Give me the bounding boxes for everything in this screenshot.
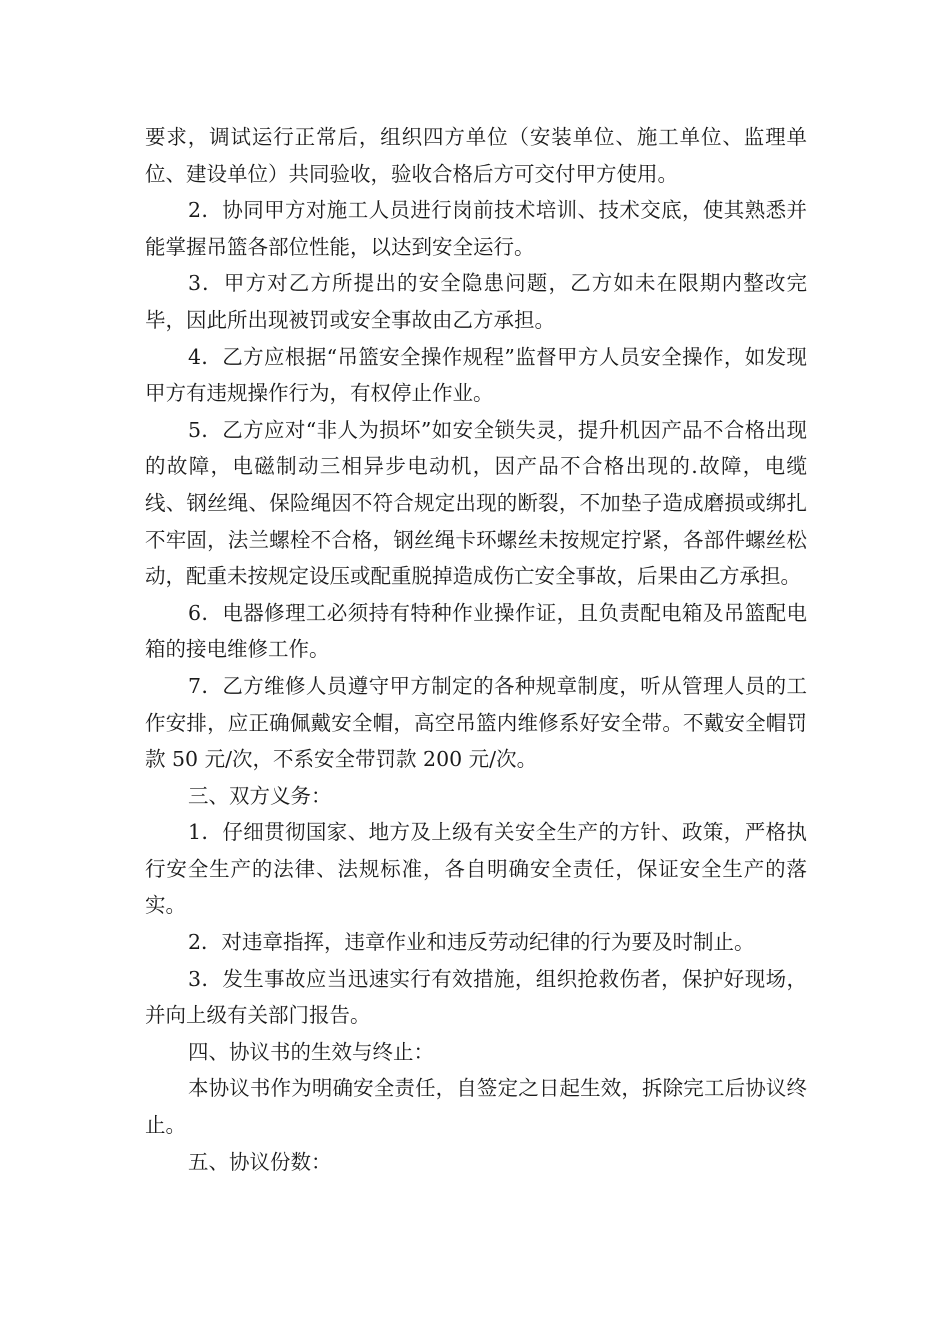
- paragraph-item-3: 3．甲方对乙方所提出的安全隐患问题，乙方如未在限期内整改完毕，因此所出现被罚或安全事故由乙方承担。: [145, 271, 807, 332]
- document-body: [145, 119, 807, 1180]
- paragraph-item-2: 2．协同甲方对施工人员进行岗前技术培训、技术交底，使其熟悉并能掌握吊篮各部位性能，以达到安全运行。: [145, 198, 807, 259]
- section-heading-3: 三、双方义务：: [188, 783, 332, 808]
- paragraph-obligation-1: 1．仔细贯彻国家、地方及上级有关安全生产的方针、政策，严格执行安全生产的法律、法规标准，各自明确安全责任，保证安全生产的落实。: [145, 820, 807, 918]
- paragraph-item-6: 6．电器修理工必须持有特种作业操作证，且负责配电箱及吊篮配电箱的接电维修工作。: [145, 600, 807, 662]
- section-heading-4: 四、协议书的生效与终止：: [188, 1039, 434, 1064]
- paragraph-item-7: 7．乙方维修人员遵守甲方制定的各种规章制度，听从管理人员的工作安排，应正确佩戴安全帽，高空吊篮内维修系好安全带。不戴安全帽罚款 50 元/次，不系安全带罚款 200 元/次。: [145, 673, 807, 772]
- paragraph-obligation-3: 3．发生事故应当迅速实行有效措施，组织抢救伤者，保护好现场，并向上级有关部门报告。: [145, 966, 807, 1028]
- paragraph-item-5: 5．乙方应对“非人为损坏”如安全锁失灵，提升机因产品不合格出现的故障，电磁制动三相异步电动机，因产品不合格出现的.故障，电缆线、钢丝绳、保险绳因不符合规定出现的断裂，不加垫子造成磨损或绑扎不牢固，法兰螺栓不合格，钢丝绳卡环螺丝未按规定拧紧，各部件螺丝松动，配重未按规定设压或配重脱掉造成伤亡安全事故，后果由乙方承担。: [145, 417, 807, 589]
- paragraph-obligation-2: 2．对违章指挥，违章作业和违反劳动纪律的行为要及时制止。: [188, 930, 755, 955]
- paragraph-item-4: 4．乙方应根据“吊篮安全操作规程”监督甲方人员安全操作，如发现甲方有违规操作行为，有权停止作业。: [145, 344, 807, 406]
- section-heading-5: 五、协议份数：: [188, 1149, 332, 1174]
- paragraph-continuation: 要求，调试运行正常后，组织四方单位（安装单位、施工单位、监理单位、建设单位）共同验收，验收合格后方可交付甲方使用。: [145, 125, 807, 186]
- paragraph-effect: 本协议书作为明确安全责任，自签定之日起生效，拆除完工后协议终止。: [145, 1076, 807, 1138]
